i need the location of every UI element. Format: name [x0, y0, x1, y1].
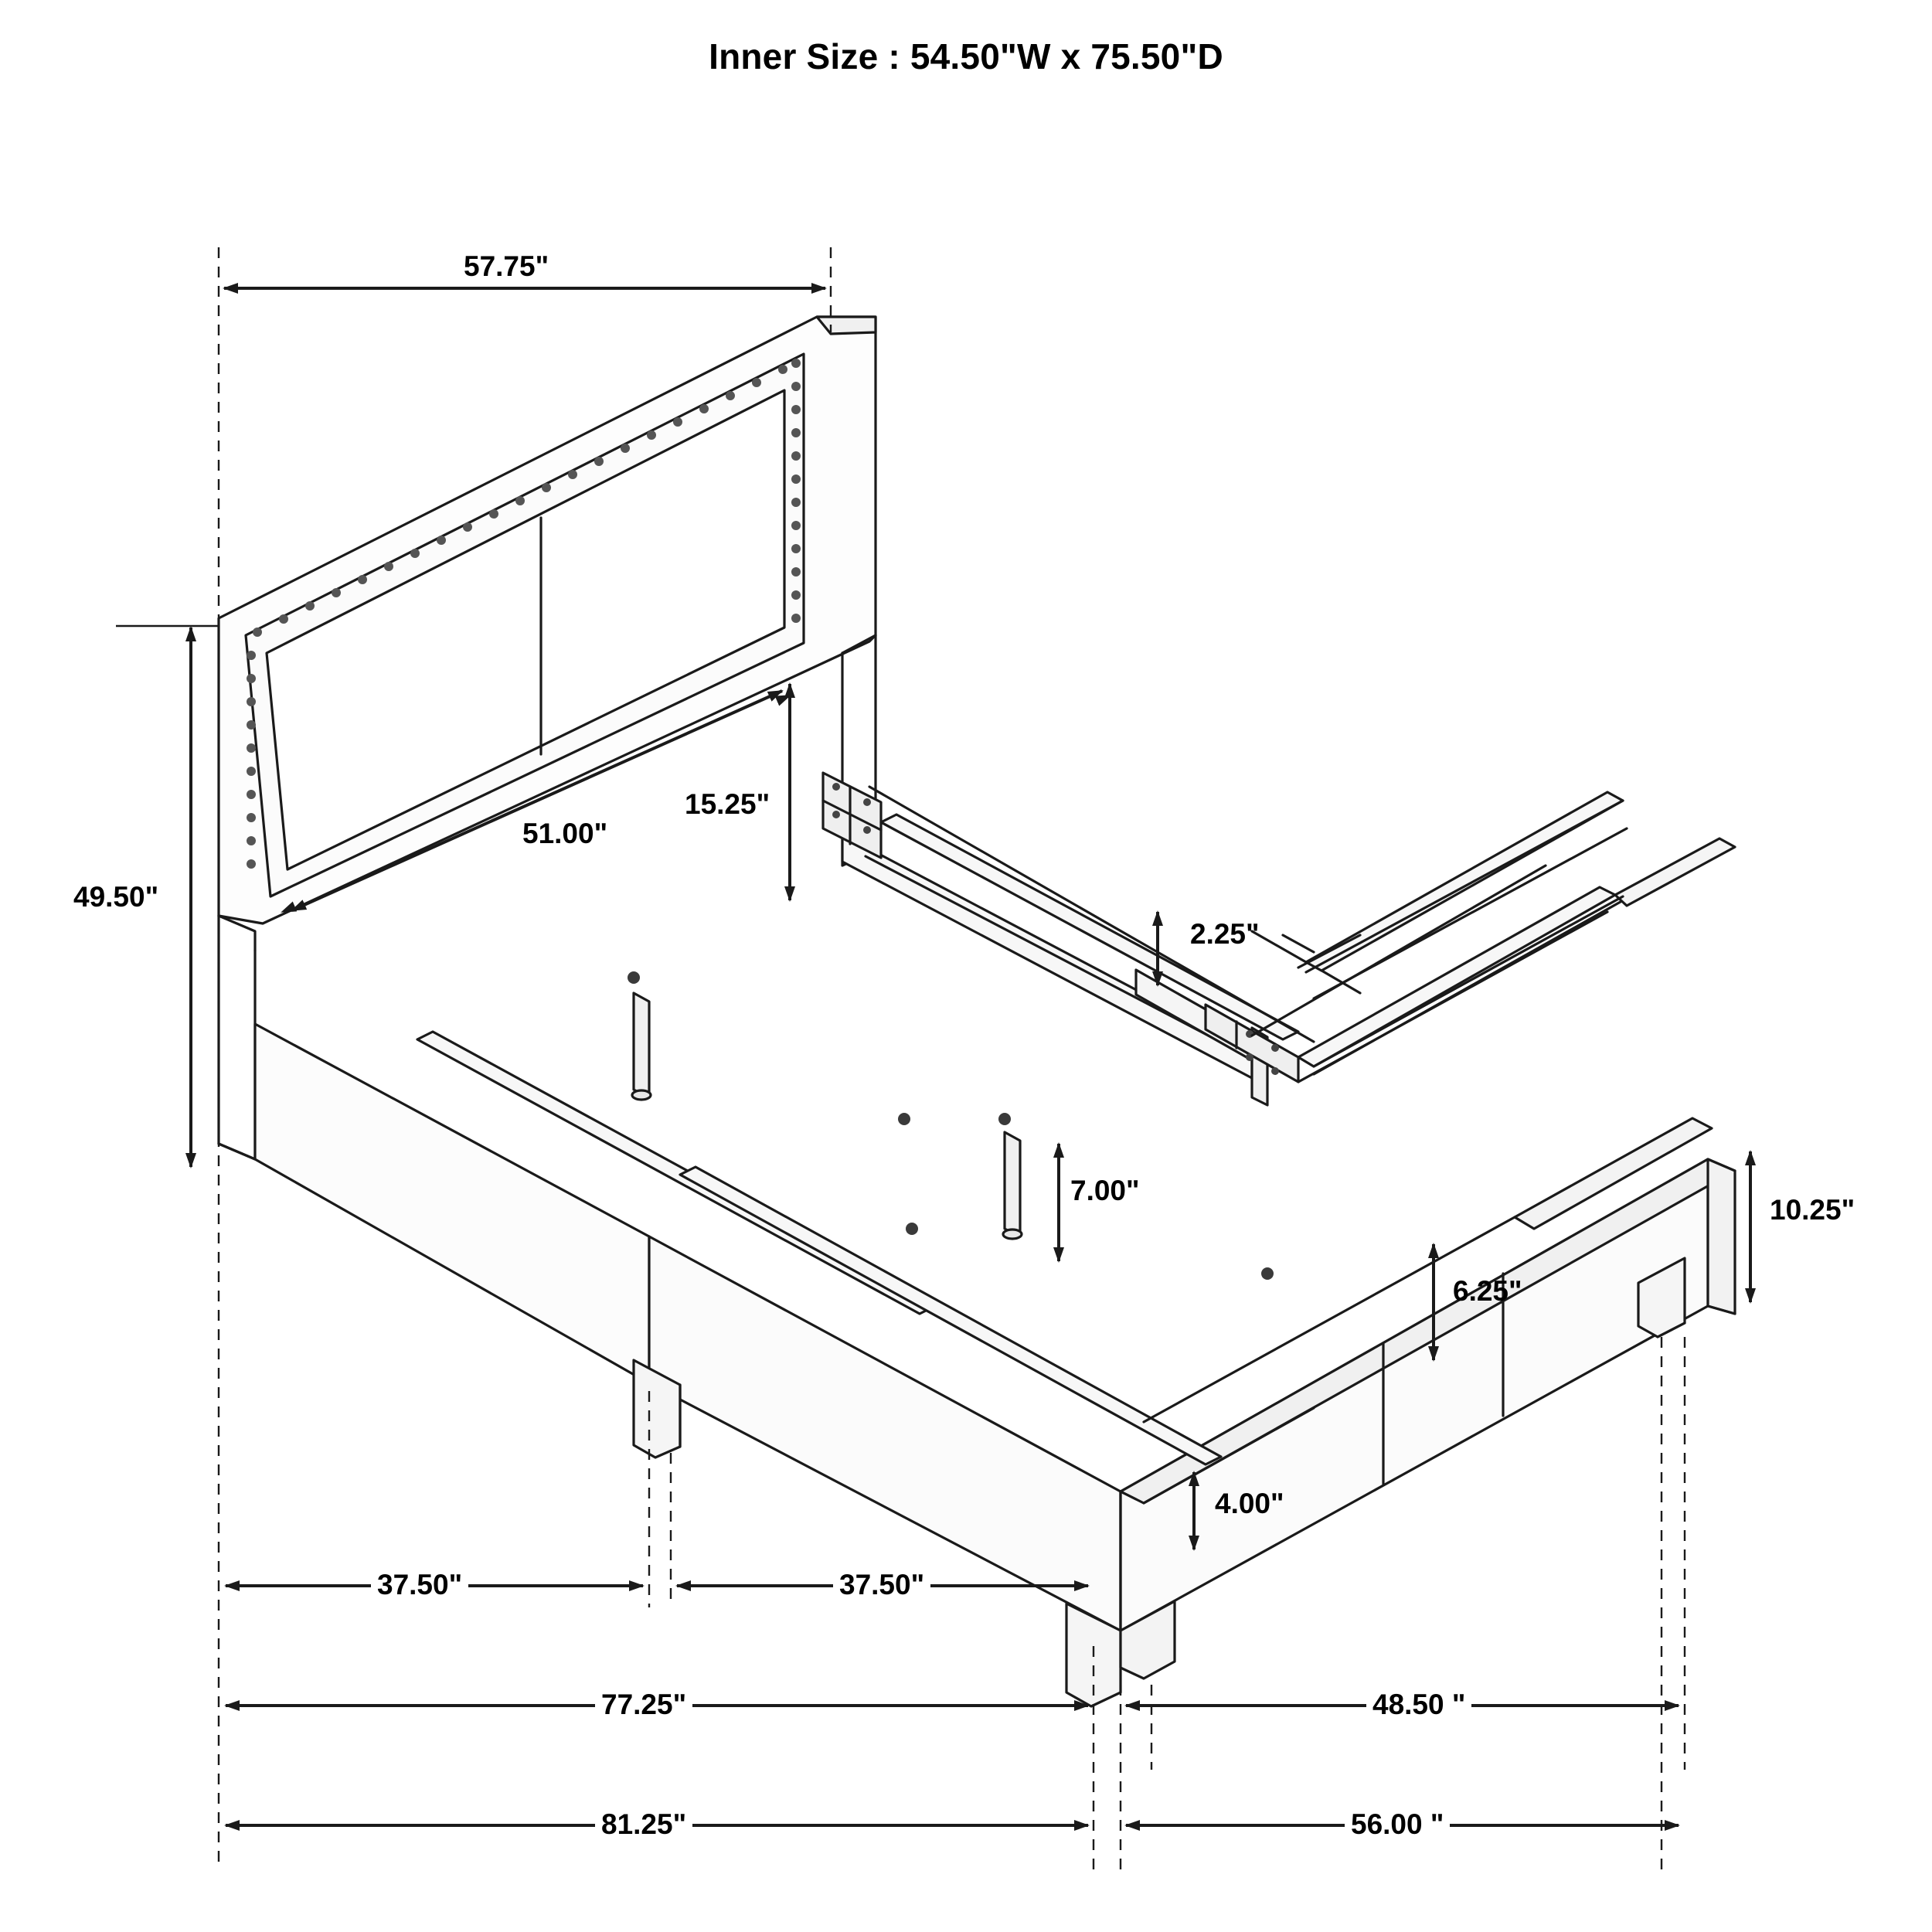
dimension-leg-span-left: 37.50" [371, 1567, 468, 1603]
dimension-headboard-to-rail: 15.25" [679, 787, 776, 822]
dimension-headboard-panel-height: 51.00" [516, 816, 614, 852]
dimension-overall-width-bottom: 56.00 " [1345, 1807, 1450, 1842]
dimension-side-rail-height: 10.25" [1770, 1194, 1855, 1226]
dimension-inner-length: 77.25" [595, 1687, 692, 1723]
dimension-overall-length: 81.25" [595, 1807, 692, 1842]
dimension-inner-width: 48.50 " [1366, 1687, 1471, 1723]
dimension-rail-thickness: 2.25" [1190, 918, 1260, 950]
dimension-headboard-height: 49.50" [73, 881, 159, 913]
dimension-leg-span-right: 37.50" [833, 1567, 930, 1603]
dimension-slat-clearance: 7.00" [1070, 1175, 1140, 1206]
dimension-overall-width-top: 57.75" [457, 249, 555, 284]
page-title: Inner Size : 54.50"W x 75.50"D [709, 36, 1223, 77]
dimension-leg-height: 4.00" [1215, 1488, 1284, 1519]
dimension-rail-face-height: 6.25" [1453, 1275, 1522, 1307]
